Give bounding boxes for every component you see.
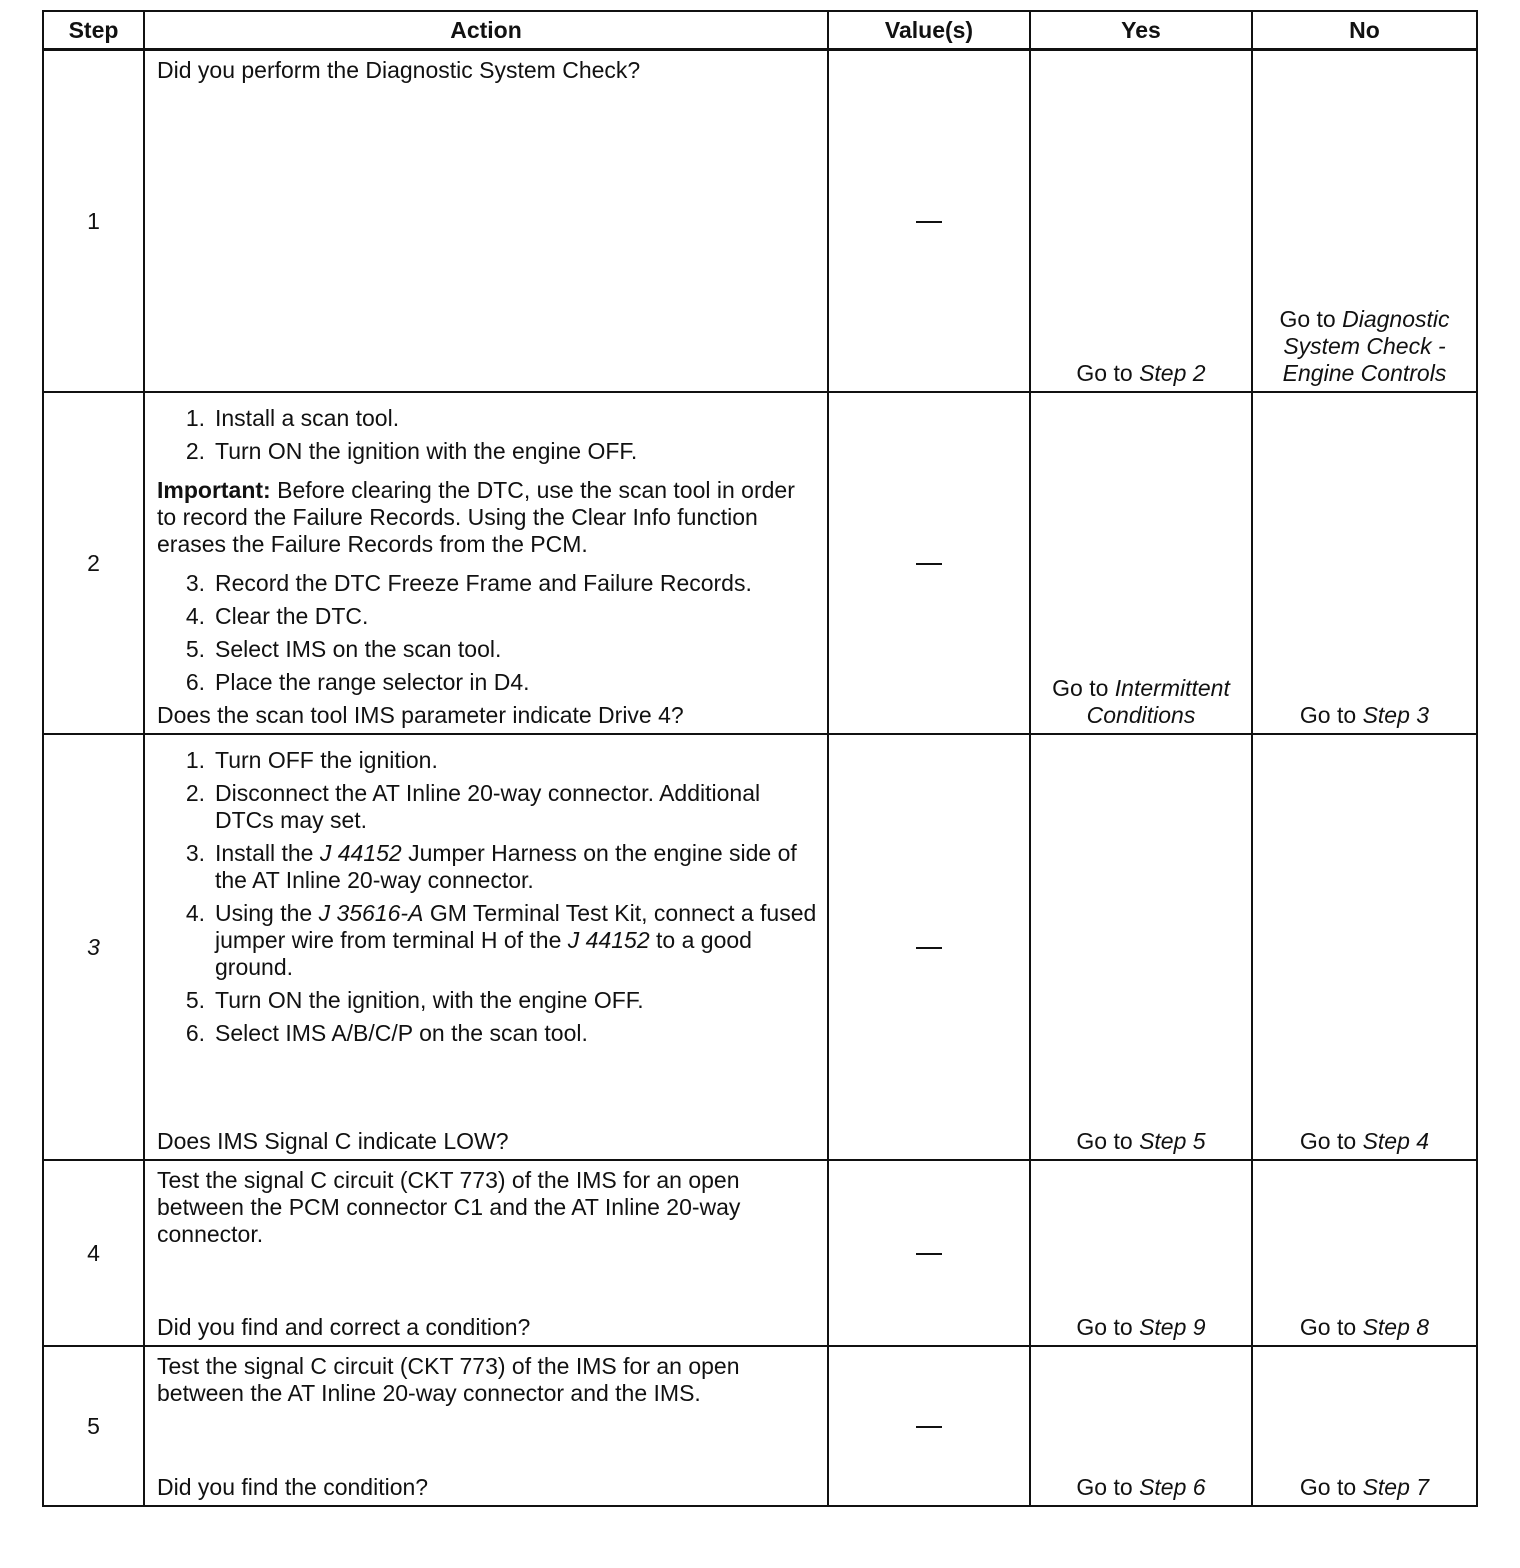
yes-prefix: Go to [1076, 1128, 1133, 1154]
no-link[interactable]: Step 3 [1362, 702, 1430, 728]
no-cell [1252, 734, 1477, 1160]
table-row-step-2 [43, 392, 1477, 734]
yes-prefix: Go to [1076, 360, 1133, 386]
important-label: Important: [157, 477, 271, 503]
header-action: Action [144, 11, 828, 50]
table-row-step-1 [43, 50, 1477, 393]
dash-mark [916, 1253, 942, 1255]
step-number: 3 [43, 734, 144, 1160]
action-text: Test the signal C circuit (CKT 773) of the IMS for an open between the AT Inline 20-way connector and the IMS. [157, 1353, 740, 1406]
yes-cell [1030, 734, 1252, 1160]
instruction-list [157, 399, 817, 471]
diagnostic-table [42, 10, 1478, 1507]
value-cell [828, 734, 1030, 1160]
yes-link[interactable]: Step 5 [1139, 1128, 1206, 1154]
no-prefix: Go to [1299, 1314, 1357, 1340]
no-cell [1252, 50, 1477, 393]
list-item: 6. Select IMS A/B/C/P on the scan tool. [185, 1020, 588, 1046]
step-number: 4 [43, 1160, 144, 1346]
action-question: Did you perform the Diagnostic System Check? [157, 57, 641, 83]
list-item: 6. Place the range selector in D4. [185, 669, 530, 695]
value-cell [828, 1346, 1030, 1506]
yes-prefix: Go to [1052, 675, 1109, 701]
dash-mark [916, 947, 942, 949]
value-cell [828, 50, 1030, 393]
instruction-list [157, 564, 817, 702]
step-number: 1 [43, 50, 144, 393]
action-cell [144, 392, 828, 734]
action-cell [144, 1346, 828, 1506]
action-text: Test the signal C circuit (CKT 773) of the IMS for an open between the PCM connector C1 and the AT Inline 20-way connector. [157, 1167, 741, 1247]
no-prefix: Go to [1299, 1474, 1357, 1500]
step-number: 5 [43, 1346, 144, 1506]
yes-link[interactable]: Step 2 [1139, 360, 1206, 386]
instruction-list [157, 741, 817, 1053]
yes-prefix: Go to [1076, 1314, 1133, 1340]
important-text: Before clearing the DTC, use the scan tool in order to record the Failure Records. Using the Clear Info function erases the Failure Records from the PCM. [157, 477, 795, 557]
dash-mark [916, 221, 942, 223]
list-item: 2. Turn ON the ignition with the engine OFF. [185, 438, 638, 464]
no-cell [1252, 1160, 1477, 1346]
list-item: 3. Record the DTC Freeze Frame and Failure Records. [185, 570, 752, 596]
list-item: 5. Select IMS on the scan tool. [185, 636, 502, 662]
action-cell [144, 50, 828, 393]
action-question: Did you find and correct a condition? [157, 1314, 531, 1340]
yes-link[interactable]: Step 9 [1139, 1314, 1206, 1340]
list-item: 4. Clear the DTC. [185, 603, 369, 629]
list-item: 2. Disconnect the AT Inline 20-way connector. Additional DTCs may set. [185, 780, 761, 833]
list-item: 4. Using the J 35616-A GM Terminal Test Kit, connect a fused jumper wire from terminal H of the J 44152 to a good ground. [185, 900, 817, 980]
action-question: Does the scan tool IMS parameter indicate Drive 4? [157, 702, 684, 728]
yes-cell [1030, 1160, 1252, 1346]
list-item: 5. Turn ON the ignition, with the engine OFF. [185, 987, 644, 1013]
no-link[interactable]: Step 8 [1362, 1314, 1430, 1340]
header-row [43, 11, 1477, 50]
table-row-step-3 [43, 734, 1477, 1160]
header-no: No [1252, 11, 1477, 50]
action-question: Did you find the condition? [157, 1474, 429, 1500]
value-cell [828, 1160, 1030, 1346]
header-yes: Yes [1030, 11, 1252, 50]
list-item: 3. Install the J 44152 Jumper Harness on the engine side of the AT Inline 20-way connector. [185, 840, 797, 893]
no-link[interactable]: Diagnostic System Check - Engine Controls [1282, 306, 1450, 386]
tool-id: J 35616-A [318, 900, 424, 926]
action-cell [144, 734, 828, 1160]
action-question: Does IMS Signal C indicate LOW? [157, 1128, 509, 1154]
important-note [157, 477, 817, 558]
dash-mark [916, 1426, 942, 1428]
no-cell [1252, 1346, 1477, 1506]
dash-mark [916, 563, 942, 565]
no-prefix: Go to [1299, 1128, 1357, 1154]
tool-id: J 44152 [567, 927, 650, 953]
no-prefix: Go to [1279, 306, 1336, 332]
table-row-step-4 [43, 1160, 1477, 1346]
yes-cell [1030, 50, 1252, 393]
list-item: 1. Turn OFF the ignition. [185, 747, 438, 773]
step-number: 2 [43, 392, 144, 734]
value-cell [828, 392, 1030, 734]
no-cell [1252, 392, 1477, 734]
yes-cell [1030, 1346, 1252, 1506]
yes-link[interactable]: Step 6 [1139, 1474, 1206, 1500]
no-prefix: Go to [1299, 702, 1357, 728]
header-step: Step [43, 11, 144, 50]
no-link[interactable]: Step 4 [1362, 1128, 1430, 1154]
yes-cell [1030, 392, 1252, 734]
yes-link[interactable]: Intermittent Conditions [1086, 675, 1230, 728]
table-row-step-5 [43, 1346, 1477, 1506]
no-link[interactable]: Step 7 [1362, 1474, 1430, 1500]
list-item: 1. Install a scan tool. [185, 405, 400, 431]
tool-id: J 44152 [319, 840, 402, 866]
action-cell [144, 1160, 828, 1346]
yes-prefix: Go to [1076, 1474, 1133, 1500]
header-values: Value(s) [828, 11, 1030, 50]
